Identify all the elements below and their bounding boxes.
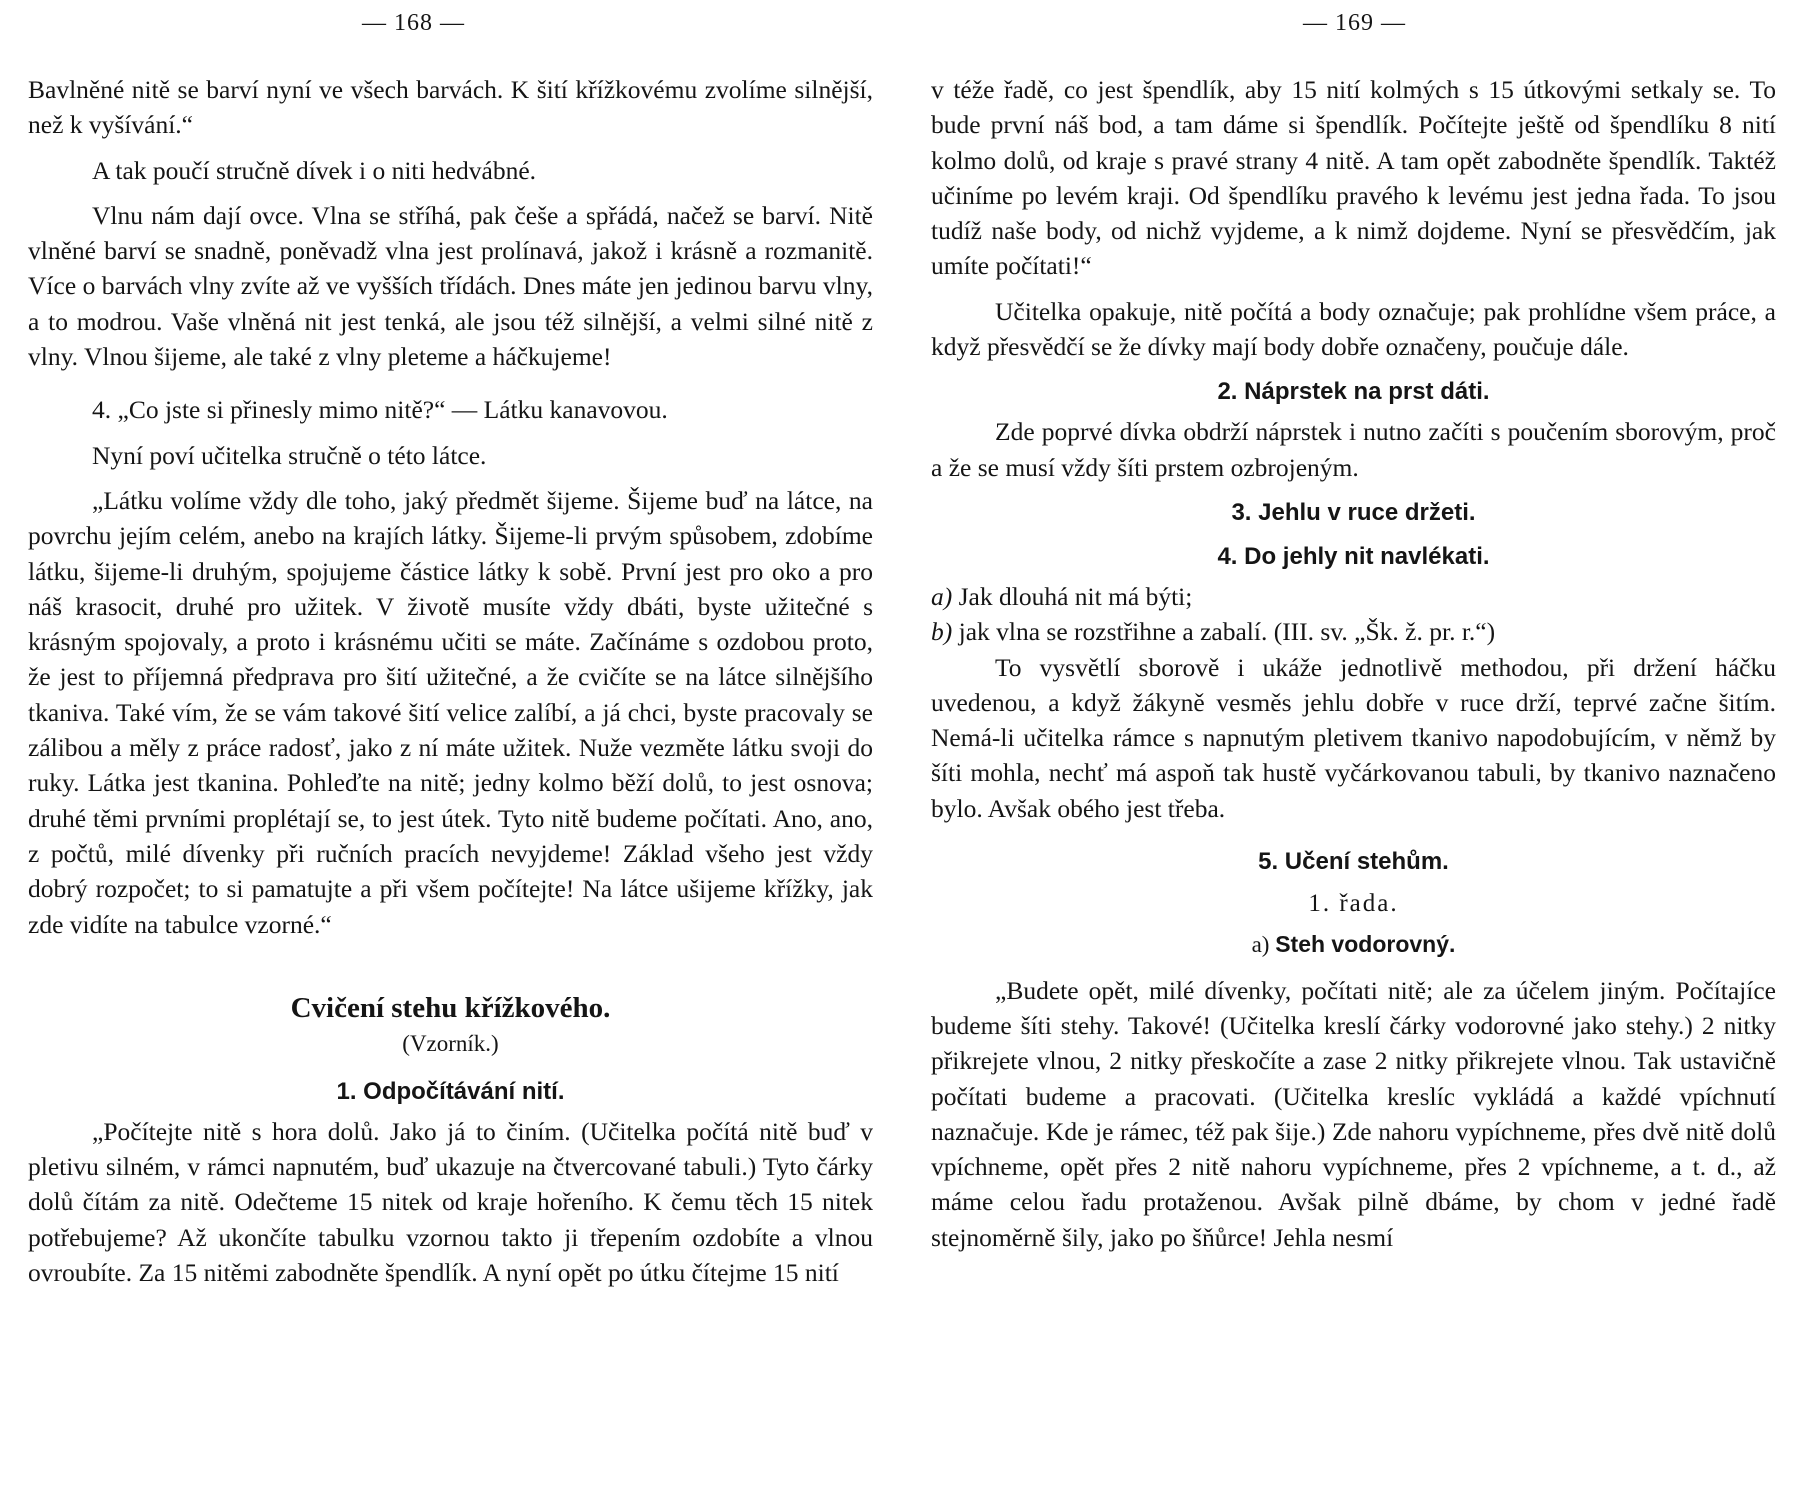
paragraph: Učitelka opakuje, nitě počítá a body označuje; pak prohlídne všem práce, a když přesvědčí se že dívky mají body dobře označeny, poučuje dále. [931, 296, 1776, 362]
left-page-text [28, 72, 873, 1290]
page-number: — 168 — [362, 10, 465, 36]
subsection-heading [931, 927, 1776, 962]
list-item-text: jak vlna se rozstřihne a zabalí. (III. sv. „Šk. ž. pr. r.“) [958, 617, 1496, 647]
paragraph: „Počítejte nitě s hora dolů. Jako já to činím. (Učitelka počítá nitě buď v pletivu silném, v rámci napnutém, buď ukazuje na čtvercované tabuli.) Tyto čárky dolů čítám za nitě. Odečteme 15 nitek od kraje hořeního. K čemu těch 15 nitek potřebujeme? Až ukončíte tabulku vzornou takto ji třepením ozdobíte a vlnou ovroubíte. Za 15 nitěmi zabodněte špendlík. A nyní opět po útku čítejme 15 nití [28, 1116, 873, 1288]
right-page-text [931, 72, 1776, 1255]
section-heading: 1. Odpočítávání nití. [336, 1077, 565, 1105]
right-page [903, 0, 1806, 1500]
list-item [931, 614, 1776, 649]
page-number: — 169 — [1303, 10, 1406, 36]
paragraph: „Látku volíme vždy dle toho, jaký předmět šijeme. Šijeme buď na látce, na povrchu jejím celém, anebo na krajích látky. Šijeme-li prvým spůsobem, zdobíme látku, šijeme-li druhým, spojujeme částice látky k sobě. První jest pro oko a pro náš krasocit, druhé pro užitek. V životě musíte vždy dbáti, byste užitečné s krásným spojovaly, a proto i krásnému učiti se máte. Začínáme s ozdobou proto, že jest to příjemná předprava pro šití užitečné, a že cvičíte se na látce silnějšího tkaniva. Také vím, že se vám takové šití velice zalíbí, a já chci, byste pracovaly se zálibou a měly z práce radosť, jako z ní máte užitek. Nuže vezměte látku svoji do ruky. Látka jest tkanina. Pohleďte na nitě; jedny kolmo běží dolů, to jest osnova; druhé těmi prvními proplétají se, to jest útek. Tyto nitě budeme počítati. Ano, ano, z počtů, milé dívenky při ručních pracích nevyjdeme! Základ všeho jest vždy dobrý rozpočet; to si pamatujte a při všem počítejte! Na látce ušijeme křížky, jak zde vidíte na tabulce vzorné.“ [28, 485, 873, 939]
list-item-label: a) [931, 581, 953, 611]
row-label: 1. řada. [1308, 890, 1399, 918]
section-heading: 4. Do jehly nit navlékati. [1217, 542, 1490, 570]
subsection-label: a) [1251, 932, 1270, 958]
list-item-text: Jak dlouhá nit má býti; [958, 581, 1193, 611]
paragraph: Nyní poví učitelka stručně o této látce. [92, 440, 487, 470]
paragraph: To vysvětlí sborově i ukáže jednotlivě methodou, při držení háčku uvedenou, a když žákyně vesměs jehlu dobře v ruce drží, teprvé začne šitím. Nemá-li učitelka rámce s napnutým pletivem tkanivo napodobujícím, v němž by šíti mohla, nechť má aspoň tak hustě vyčárkovanou tabuli, by tkanivo naznačeno bylo. Avšak obého jest třeba. [931, 652, 1776, 823]
paragraph: v téže řadě, co jest špendlík, aby 15 nití kolmých s 15 útkovými setkaly se. To bude první náš bod, a tam dáme si špendlík. Počítejte ještě od špendlíku 8 nití kolmo dolů, od kraje s pravé strany 4 nitě. A tam opět zabodněte špendlík. Taktéž učiníme po levém kraji. Od špendlíku pravého k levému jest jedna řada. To jsou tudíž naše body, od nichž vyjdeme, a k nimž dojdeme. Nyní se přesvědčím, jak umíte počítati!“ [931, 75, 1776, 281]
paragraph: Bavlněné nitě se barví nyní ve všech barvách. K šití křížkovému zvolíme silnější, než k vyšívání.“ [28, 75, 873, 140]
paragraph: „Budete opět, milé dívenky, počítati nitě; ale za účelem jiným. Počítajíce budeme šíti stehy. Takové! (Učitelka kreslí čárky vodorovné jako stehy.) 2 nitky přikrejete vlnou, 2 nitky přeskočíte a zase 2 nitky přikrejete vlnou. Tak ustavičně počítati budeme a pracovati. (Učitelka kreslíc vykládá a každé vpíchnutí naznačuje. Kde je rámec, též pak šije.) Zde nahoru vypíchneme, přes dvě nitě dolů vpíchneme, opět přes 2 nitě nahoru vypíchneme, přes 2 vpíchneme, a t. d., až máme celou řadu protaženou. Avšak pilně dbáme, by chom v jedné řadě stejnoměrně šily, jako po šňůrce! Jehla nesmí [931, 975, 1776, 1252]
list-item [931, 579, 1776, 614]
list-item-label: b) [931, 617, 953, 647]
section-heading: 3. Jehlu v ruce držeti. [1231, 498, 1476, 526]
paragraph: 4. „Co jste si přinesly mimo nitě?“ — Látku kanavovou. [92, 395, 668, 425]
subsection-title: Steh vodorovný. [1275, 931, 1456, 958]
paragraph: Vlnu nám dají ovce. Vlna se stříhá, pak češe a spřádá, načež se barví. Nitě vlněné barví se snadně, poněvadž vlna jest prolínavá, jakož i krásně a rozmanitě. Více o barvách vlny zvíte až ve vyšších třídách. Dnes máte jen jedinou barvu vlny, a to modrou. Vaše vlněná nit jest tenká, ale jsou též silnější, a velmi silné nitě z vlny. Vlnou šijeme, ale také z vlny pleteme a háčkujeme! [28, 200, 873, 372]
section-heading: 2. Náprstek na prst dáti. [1217, 378, 1490, 406]
section-title: Cvičení stehu křížkového. [290, 991, 611, 1024]
paragraph: A tak poučí stručně dívek i o niti hedvábné. [92, 155, 537, 185]
section-subtitle: (Vzorník.) [402, 1030, 499, 1056]
section-heading: 5. Učení stehům. [1258, 848, 1449, 876]
paragraph: Zde poprvé dívka obdrží náprstek i nutno začíti s poučením sborovým, proč a že se musí vždy šíti prstem ozbrojeným. [931, 417, 1776, 482]
